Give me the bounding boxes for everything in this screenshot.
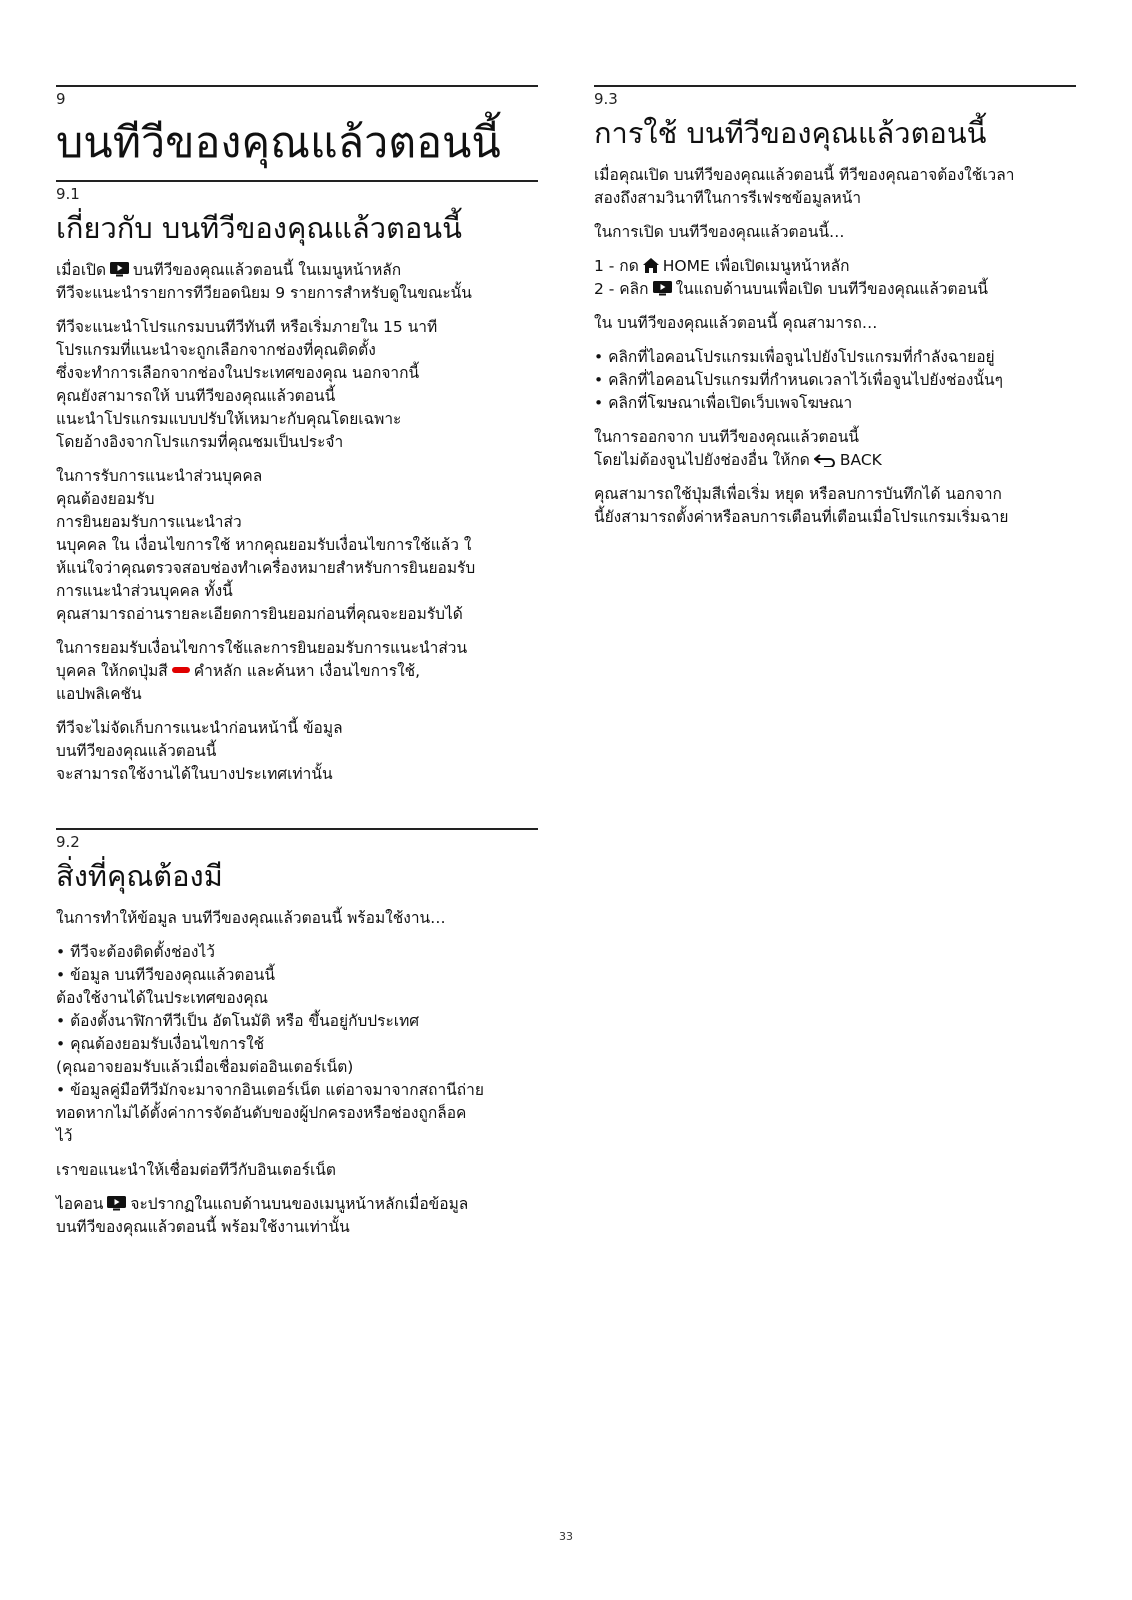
p2-line: คุณยังสามารถให้ บนทีวีของคุณแล้วตอนนี้ [56,387,336,405]
p3-line: ห้แน่ใจว่าคุณตรวจสอบช่องทำเครื่องหมายสำหรับการยินยอมรับ [56,559,476,577]
section-9-1-paragraph-1 [56,259,538,305]
section-9-1-paragraph-5 [56,717,538,786]
p3-line: คุณสามารถอ่านรายละเอียดการยินยอมก่อนที่คุณจะยอมรับได้ [56,605,463,623]
list-item: • คลิกที่โฆษณาเพื่อเปิดเว็บเพจโฆษณา [594,394,853,412]
now-on-tv-icon [110,262,129,277]
section-9-3-number: 9.3 [594,90,618,108]
exit-line-2-before: โดยไม่ต้องจูนไปยังช่องอื่น ให้กด [594,451,810,469]
p5-line: ทีวีจะไม่จัดเก็บการแนะนำก่อนหน้านี้ ข้อมูล [56,719,343,737]
p4-line-3: แอปพลิเคชัน [56,685,142,703]
p3-line: การยินยอมรับการแนะนำส่ว [56,513,242,531]
p3-line: นบุคคล ใน เงื่อนไขการใช้ หากคุณยอมรับเงื่อนไขการใช้แล้ว ใ [56,536,472,554]
list-item: • ข้อมูลคู่มือทีวีมักจะมาจากอินเตอร์เน็ต แต่อาจมาจากสถานีถ่าย [56,1081,484,1099]
p1-before-icon: เมื่อเปิด [56,261,107,279]
chapter-title: บนทีวีของคุณแล้วตอนนี้ [56,118,501,168]
list-item: ต้องใช้งานได้ในประเทศของคุณ [56,989,268,1007]
step-2-before: 2 - คลิก [594,280,649,298]
section-9-2-intro: ในการทำให้ข้อมูล บนทีวีของคุณแล้วตอนนี้ พร้อมใช้งาน… [56,909,446,927]
p4-line-1: ในการยอมรับเงื่อนไขการใช้และการยินยอมรับการแนะนำส่วน [56,639,468,657]
icon-note-before: ไอคอน [56,1195,104,1213]
p2-line: ทีวีจะแนะนำโปรแกรมบนทีวีทันที หรือเริ่มภายใน 15 นาที [56,318,438,336]
p4-line-2-before: บุคคล ให้กดปุ่มสี [56,662,168,680]
list-item: ทอดหากไม่ได้ตั้งค่าการจัดอันดับของผู้ปกครองหรือช่องถูกล็อค [56,1104,467,1122]
page-number: 33 [559,1530,573,1543]
p3-line: ในการรับการแนะนำส่วนบุคคล [56,467,263,485]
left-column [56,85,538,1281]
section-9-2-icon-note [56,1193,538,1239]
p5-line: บนทีวีของคุณแล้วตอนนี้ [56,742,217,760]
p5-line: จะสามารถใช้งานได้ในบางประเทศเท่านั้น [56,765,333,783]
p3-line: การแนะนำส่วนบุคคล ทั้งนี้ [56,582,233,600]
step-2-after: ในแถบด้านบนเพื่อเปิด บนทีวีของคุณแล้วตอนนี้ [675,280,989,298]
section-9-1-rule [56,180,538,182]
section-9-1-paragraph-2 [56,316,538,454]
list-item: • คุณต้องยอมรับเงื่อนไขการใช้ [56,1035,265,1053]
section-9-2-recommend: เราขอแนะนำให้เชื่อมต่อทีวีกับอินเตอร์เน็ต [56,1161,336,1179]
list-item: • คลิกที่ไอคอนโปรแกรมเพื่อจูนไปยังโปรแกรมที่กำลังฉายอยู่ [594,348,995,366]
list-item: • คลิกที่ไอคอนโปรแกรมที่กำหนดเวลาไว้เพื่อจูนไปยังช่องนั้นๆ [594,371,1003,389]
exit-line-1: ในการออกจาก บนทีวีของคุณแล้วตอนนี้ [594,428,860,446]
last-line: คุณสามารถใช้ปุ่มสีเพื่อเริ่ม หยุด หรือลบการบันทึกได้ นอกจาก [594,485,1002,503]
actions-list [594,346,1076,415]
step-1-after: HOME เพื่อเปิดเมนูหน้าหลัก [662,257,850,275]
exit-paragraph [594,426,1076,472]
now-on-tv-icon [107,1196,126,1211]
icon-note-after: จะปรากฏในแถบด้านบนของเมนูหน้าหลักเมื่อข้อมูล [130,1195,469,1213]
section-9-1-paragraph-3 [56,465,538,626]
section-9-3-rule [594,85,1076,87]
p1-line: เมื่อคุณเปิด บนทีวีของคุณแล้วตอนนี้ ทีวีของคุณอาจต้องใช้เวลา [594,166,1015,184]
p2-line: โปรแกรมที่แนะนำจะถูกเลือกจากช่องที่คุณติดตั้ง [56,341,376,359]
section-9-2 [56,828,538,1239]
now-on-tv-icon [653,281,672,296]
section-9-1-title: เกี่ยวกับ บนทีวีของคุณแล้วตอนนี้ [56,211,462,245]
list-item: • ข้อมูล บนทีวีของคุณแล้วตอนนี้ [56,966,275,984]
section-9-3 [594,85,1076,529]
list-item: • ต้องตั้งนาฬิกาทีวีเป็น อัตโนมัติ หรือ ขึ้นอยู่กับประเทศ [56,1012,420,1030]
chapter-header [56,85,538,786]
chapter-number: 9 [56,90,66,108]
step-1-before: 1 - กด [594,257,639,275]
last-line: นี้ยังสามารถตั้งค่าหรือลบการเตือนที่เตือนเมื่อโปรแกรมเริ่มฉาย [594,508,1009,526]
list-item: ไว้ [56,1127,73,1145]
p1-after-icon: บนทีวีของคุณแล้วตอนนี้ ในเมนูหน้าหลัก [133,261,402,279]
section-9-1-paragraph-4 [56,637,538,706]
red-color-key-icon [172,667,190,673]
back-icon [814,453,836,467]
p1-line: สองถึงสามวินาทีในการรีเฟรชข้อมูลหน้า [594,189,862,207]
p2-line: ซึ่งจะทำการเลือกจากช่องในประเทศของคุณ นอกจากนี้ [56,364,420,382]
section-9-1-number: 9.1 [56,185,80,203]
section-9-3-paragraph-1 [594,164,1076,210]
p2-line: แนะนำโปรแกรมแบบปรับให้เหมาะกับคุณโดยเฉพาะ [56,410,402,428]
p2-line: โดยอ้างอิงจากโปรแกรมที่คุณชมเป็นประจำ [56,433,344,451]
list-item: • ทีวีจะต้องติดตั้งช่องไว้ [56,943,216,961]
p1-line-2: ทีวีจะแนะนำรายการทีวียอดนิยม 9 รายการสำหรับดูในขณะนั้น [56,284,472,302]
open-intro: ในการเปิด บนทีวีของคุณแล้วตอนนี้… [594,223,845,241]
home-icon [643,258,659,273]
exit-line-2-after: BACK [839,451,882,469]
section-9-3-last-paragraph [594,483,1076,529]
section-9-3-title: การใช้ บนทีวีของคุณแล้วตอนนี้ [594,116,987,150]
can-intro: ใน บนทีวีของคุณแล้วตอนนี้ คุณสามารถ… [594,314,878,332]
chapter-rule [56,85,538,87]
p4-line-2-after: คำหลัก และค้นหา เงื่อนไขการใช้, [193,662,421,680]
p3-line: คุณต้องยอมรับ [56,490,155,508]
section-9-2-number: 9.2 [56,833,80,851]
open-steps [594,255,1076,301]
list-item: (คุณอาจยอมรับแล้วเมื่อเชื่อมต่ออินเตอร์เน็ต) [56,1058,354,1076]
right-column [594,85,1076,571]
requirements-list [56,941,538,1148]
icon-note-line-2: บนทีวีของคุณแล้วตอนนี้ พร้อมใช้งานเท่านั้น [56,1218,350,1236]
section-9-2-title: สิ่งที่คุณต้องมี [56,859,223,893]
section-9-2-rule [56,828,538,830]
